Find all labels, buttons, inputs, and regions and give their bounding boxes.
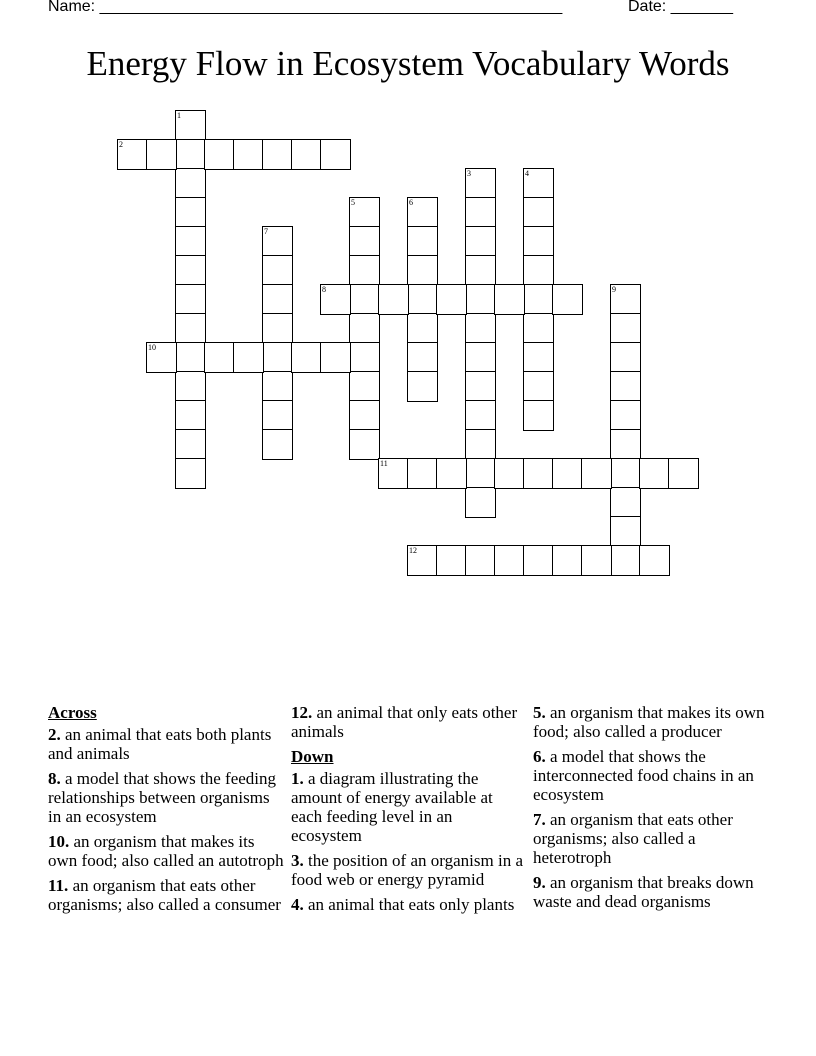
crossword-cell[interactable] bbox=[175, 168, 206, 199]
crossword-cell[interactable] bbox=[262, 226, 293, 257]
clue-number-label: 1 bbox=[177, 111, 181, 120]
clue-number: 1. bbox=[291, 769, 304, 788]
crossword-cell[interactable] bbox=[465, 400, 496, 431]
crossword-cell[interactable] bbox=[610, 342, 641, 373]
crossword-cell[interactable] bbox=[349, 400, 380, 431]
crossword-cell[interactable] bbox=[523, 313, 554, 344]
crossword-cell[interactable] bbox=[262, 400, 293, 431]
crossword-cell[interactable] bbox=[436, 545, 467, 576]
crossword-cell[interactable] bbox=[175, 226, 206, 257]
crossword-cell[interactable] bbox=[436, 458, 467, 489]
clue-text: the position of an organism in a food web or energy pyramid bbox=[291, 851, 523, 889]
clue-across-11 bbox=[48, 876, 284, 914]
crossword-cell[interactable] bbox=[407, 197, 438, 228]
clue-down-5 bbox=[533, 703, 769, 741]
crossword-cell[interactable] bbox=[175, 284, 206, 315]
crossword-cell[interactable] bbox=[610, 313, 641, 344]
clue-down-9 bbox=[533, 873, 769, 911]
clue-down-3 bbox=[291, 851, 527, 889]
clue-column-1 bbox=[48, 703, 284, 920]
crossword-cell[interactable] bbox=[436, 284, 467, 315]
clue-down-7 bbox=[533, 810, 769, 867]
crossword-cell[interactable] bbox=[581, 545, 612, 576]
clue-text: an organism that eats other organisms; also called a consumer bbox=[48, 876, 281, 914]
crossword-cell[interactable] bbox=[204, 342, 235, 373]
crossword-cell[interactable] bbox=[349, 255, 380, 286]
crossword-cell[interactable] bbox=[465, 342, 496, 373]
clue-across-10 bbox=[48, 832, 284, 870]
crossword-cell[interactable] bbox=[233, 139, 264, 170]
crossword-cell[interactable] bbox=[262, 139, 293, 170]
down-heading: Down bbox=[291, 747, 334, 766]
crossword-cell[interactable] bbox=[494, 284, 525, 315]
crossword-cell[interactable] bbox=[465, 458, 496, 489]
clue-across-8 bbox=[48, 769, 284, 826]
clue-number-label: 10 bbox=[148, 343, 156, 352]
crossword-cell[interactable] bbox=[233, 342, 264, 373]
crossword-cell[interactable] bbox=[175, 139, 206, 170]
clue-text: a model that shows the interconnected food chains in an ecosystem bbox=[533, 747, 754, 804]
clue-text: an animal that only eats other animals bbox=[291, 703, 518, 741]
crossword-cell[interactable] bbox=[175, 429, 206, 460]
crossword-cell[interactable] bbox=[610, 516, 641, 547]
crossword-cell[interactable] bbox=[639, 458, 670, 489]
clue-number: 2. bbox=[48, 725, 61, 744]
clue-number: 6. bbox=[533, 747, 546, 766]
clue-number-label: 4 bbox=[525, 169, 529, 178]
crossword-cell[interactable] bbox=[262, 255, 293, 286]
crossword-cell[interactable] bbox=[117, 139, 148, 170]
clue-number: 8. bbox=[48, 769, 61, 788]
crossword-cell[interactable] bbox=[610, 487, 641, 518]
date-field-label: Date: _______ bbox=[628, 0, 733, 15]
crossword-cell[interactable] bbox=[262, 342, 293, 373]
crossword-cell[interactable] bbox=[523, 545, 554, 576]
crossword-cell[interactable] bbox=[610, 400, 641, 431]
crossword-cell[interactable] bbox=[610, 429, 641, 460]
crossword-cell[interactable] bbox=[465, 487, 496, 518]
crossword-cell[interactable] bbox=[175, 110, 206, 141]
clue-text: an organism that makes its own food; also called an autotroph bbox=[48, 832, 284, 870]
crossword-cell[interactable] bbox=[465, 255, 496, 286]
crossword-cell[interactable] bbox=[465, 197, 496, 228]
clue-number: 7. bbox=[533, 810, 546, 829]
crossword-cell[interactable] bbox=[465, 226, 496, 257]
crossword-cell[interactable] bbox=[523, 284, 554, 315]
crossword-cell[interactable] bbox=[407, 371, 438, 402]
crossword-cell[interactable] bbox=[349, 313, 380, 344]
clue-number-label: 7 bbox=[264, 227, 268, 236]
crossword-cell[interactable] bbox=[610, 458, 641, 489]
crossword-cell[interactable] bbox=[407, 226, 438, 257]
crossword-cell[interactable] bbox=[407, 342, 438, 373]
crossword-cell[interactable] bbox=[523, 371, 554, 402]
crossword-cell[interactable] bbox=[175, 342, 206, 373]
crossword-cell[interactable] bbox=[552, 284, 583, 315]
crossword-cell[interactable] bbox=[320, 342, 351, 373]
crossword-cell[interactable] bbox=[523, 255, 554, 286]
clue-number: 11. bbox=[48, 876, 69, 895]
across-heading: Across bbox=[48, 703, 97, 722]
crossword-cell[interactable] bbox=[262, 429, 293, 460]
crossword-cell[interactable] bbox=[407, 313, 438, 344]
clue-number-label: 8 bbox=[322, 285, 326, 294]
crossword-cell[interactable] bbox=[204, 139, 235, 170]
crossword-cell[interactable] bbox=[262, 284, 293, 315]
clue-number-label: 12 bbox=[409, 546, 417, 555]
crossword-cell[interactable] bbox=[494, 458, 525, 489]
crossword-cell[interactable] bbox=[523, 400, 554, 431]
clue-down-6 bbox=[533, 747, 769, 804]
crossword-cell[interactable] bbox=[291, 342, 322, 373]
clue-number-label: 3 bbox=[467, 169, 471, 178]
crossword-cell[interactable] bbox=[610, 284, 641, 315]
crossword-cell[interactable] bbox=[552, 545, 583, 576]
crossword-cell[interactable] bbox=[523, 197, 554, 228]
crossword-cell[interactable] bbox=[523, 458, 554, 489]
crossword-cell[interactable] bbox=[465, 284, 496, 315]
clue-number-label: 5 bbox=[351, 198, 355, 207]
clue-number: 4. bbox=[291, 895, 304, 914]
crossword-cell[interactable] bbox=[146, 342, 177, 373]
clue-text: an organism that makes its own food; also called a producer bbox=[533, 703, 765, 741]
clue-down-1 bbox=[291, 769, 527, 845]
crossword-cell[interactable] bbox=[378, 458, 409, 489]
crossword-cell[interactable] bbox=[465, 313, 496, 344]
crossword-cell[interactable] bbox=[465, 371, 496, 402]
crossword-cell[interactable] bbox=[610, 371, 641, 402]
name-field-label: Name: ____________________________________________________ bbox=[48, 0, 563, 15]
crossword-cell[interactable] bbox=[668, 458, 699, 489]
crossword-cell[interactable] bbox=[175, 197, 206, 228]
crossword-cell[interactable] bbox=[175, 400, 206, 431]
clue-number-label: 11 bbox=[380, 459, 388, 468]
crossword-cell[interactable] bbox=[175, 371, 206, 402]
clue-column-2 bbox=[291, 703, 527, 920]
crossword-cell[interactable] bbox=[349, 284, 380, 315]
crossword-cell[interactable] bbox=[320, 284, 351, 315]
crossword-cell[interactable] bbox=[349, 197, 380, 228]
crossword-cell[interactable] bbox=[175, 458, 206, 489]
clue-across-12 bbox=[291, 703, 527, 741]
clue-column-3 bbox=[533, 703, 769, 917]
crossword-cell[interactable] bbox=[494, 545, 525, 576]
clue-number: 3. bbox=[291, 851, 304, 870]
crossword-cell[interactable] bbox=[407, 545, 438, 576]
crossword-cell[interactable] bbox=[465, 429, 496, 460]
clue-number-label: 9 bbox=[612, 285, 616, 294]
crossword-cell[interactable] bbox=[523, 226, 554, 257]
crossword-cell[interactable] bbox=[523, 168, 554, 199]
crossword-cell[interactable] bbox=[523, 342, 554, 373]
clue-text: an animal that eats only plants bbox=[303, 895, 515, 914]
clue-number: 10. bbox=[48, 832, 70, 851]
crossword-cell[interactable] bbox=[407, 458, 438, 489]
clue-number-label: 2 bbox=[119, 140, 123, 149]
clue-down-4 bbox=[291, 895, 527, 914]
crossword-cell[interactable] bbox=[378, 284, 409, 315]
clue-text: a model that shows the feeding relationships between organisms in an ecosystem bbox=[48, 769, 277, 826]
crossword-cell[interactable] bbox=[610, 545, 641, 576]
page-title: Energy Flow in Ecosystem Vocabulary Words bbox=[86, 44, 730, 83]
crossword-cell[interactable] bbox=[146, 139, 177, 170]
crossword-cell[interactable] bbox=[407, 255, 438, 286]
clue-number-label: 6 bbox=[409, 198, 413, 207]
clue-text: an organism that breaks down waste and dead organisms bbox=[533, 873, 754, 911]
clue-number: 9. bbox=[533, 873, 546, 892]
crossword-cell[interactable] bbox=[320, 139, 351, 170]
crossword-cell[interactable] bbox=[349, 226, 380, 257]
crossword-cell[interactable] bbox=[262, 313, 293, 344]
crossword-cell[interactable] bbox=[465, 168, 496, 199]
crossword-cell[interactable] bbox=[639, 545, 670, 576]
crossword-cell[interactable] bbox=[175, 255, 206, 286]
crossword-cell[interactable] bbox=[407, 284, 438, 315]
clue-text: an animal that eats both plants and animals bbox=[48, 725, 272, 763]
crossword-cell[interactable] bbox=[581, 458, 612, 489]
crossword-cell[interactable] bbox=[552, 458, 583, 489]
crossword-cell[interactable] bbox=[262, 371, 293, 402]
crossword-cell[interactable] bbox=[349, 371, 380, 402]
crossword-cell[interactable] bbox=[349, 429, 380, 460]
clue-text: a diagram illustrating the amount of energy available at each feeding level in an ecosystem bbox=[291, 769, 493, 845]
crossword-cell[interactable] bbox=[291, 139, 322, 170]
crossword-cell[interactable] bbox=[465, 545, 496, 576]
clue-across-2 bbox=[48, 725, 284, 763]
crossword-cell[interactable] bbox=[175, 313, 206, 344]
clue-number: 5. bbox=[533, 703, 546, 722]
crossword-cell[interactable] bbox=[349, 342, 380, 373]
clue-text: an organism that eats other organisms; also called a heterotroph bbox=[533, 810, 733, 867]
clue-number: 12. bbox=[291, 703, 313, 722]
